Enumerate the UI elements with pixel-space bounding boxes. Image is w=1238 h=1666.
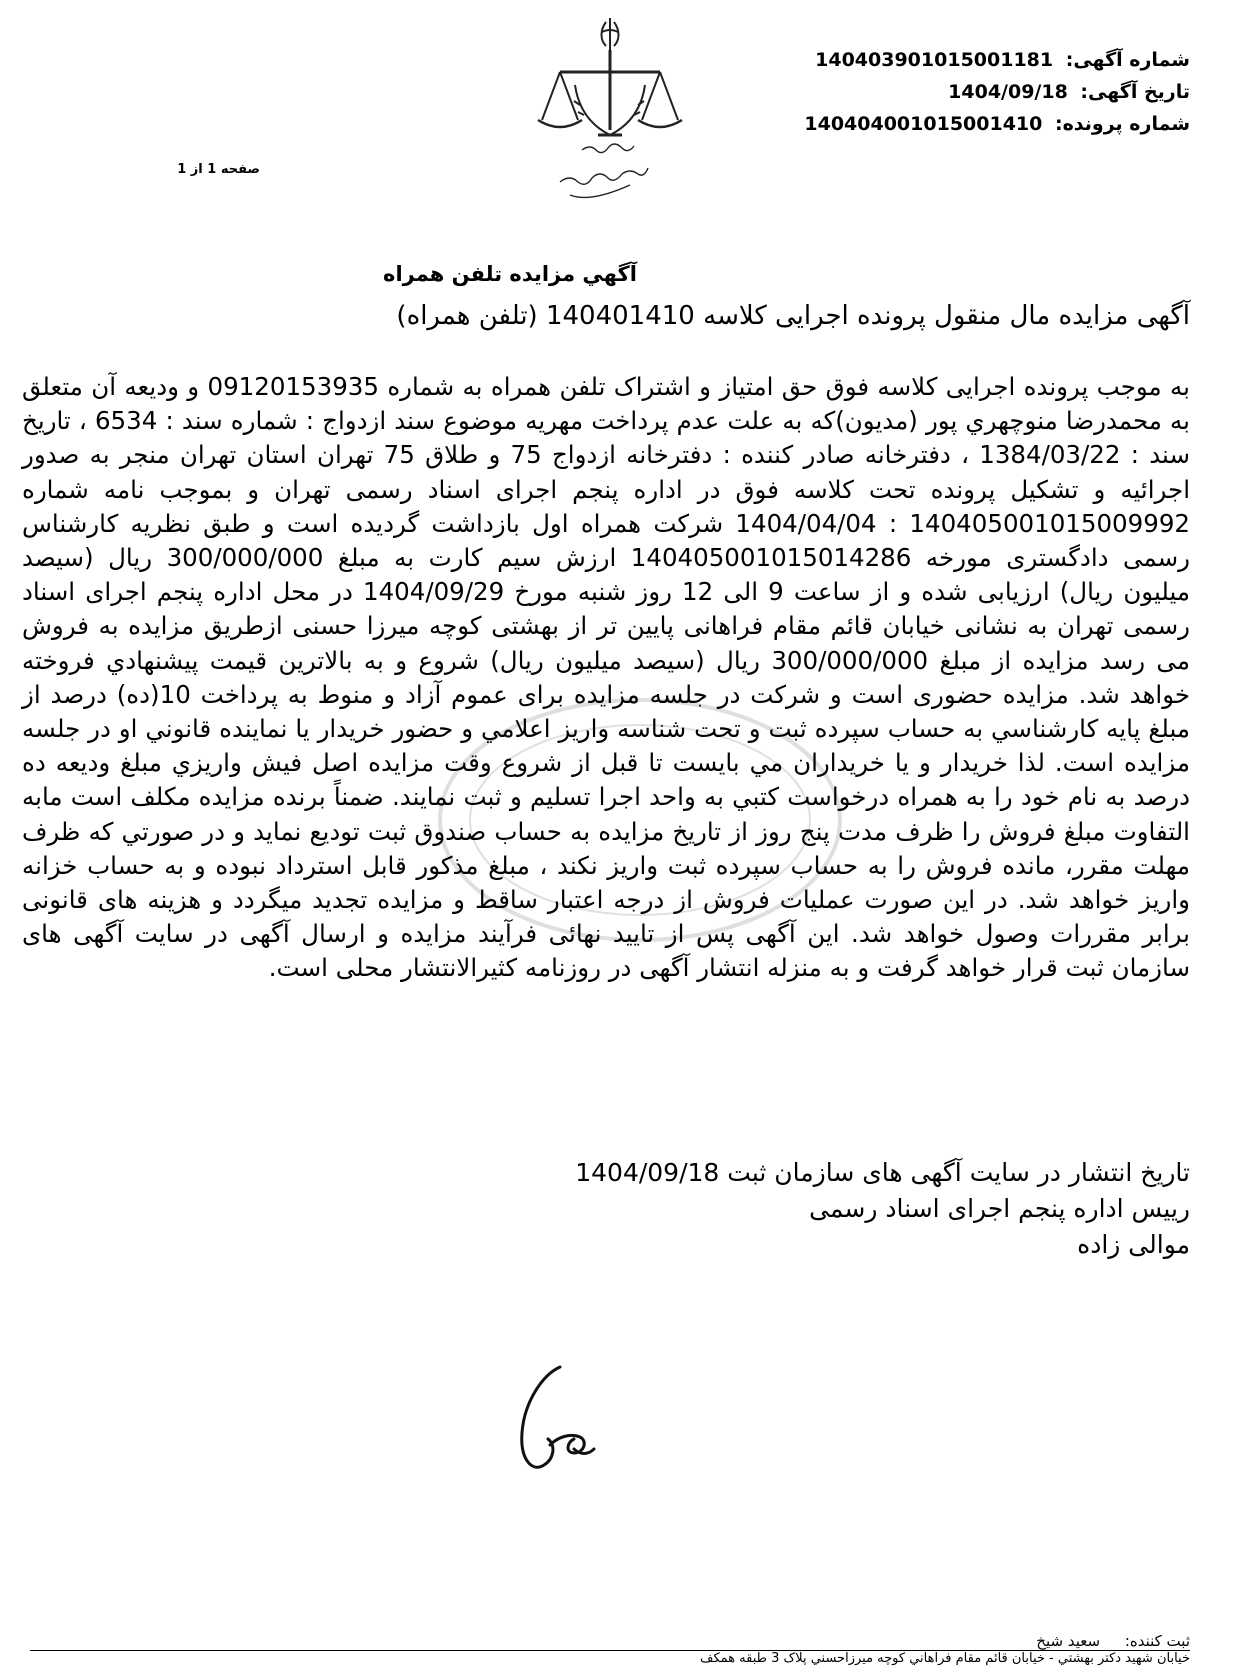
- signer-title: رییس اداره پنجم اجرای اسناد رسمی: [809, 1194, 1190, 1223]
- case-number-value: 140404001015001410: [804, 113, 1043, 135]
- ad-date-value: 1404/09/18: [948, 81, 1068, 103]
- judiciary-emblem-icon: [520, 10, 700, 210]
- ad-number-label: شماره آگهی:: [1065, 49, 1190, 71]
- registrar-name: سعید شیخ: [1036, 1632, 1101, 1650]
- ad-number-row: [720, 44, 1190, 76]
- notice-subtitle: آگهی مزایده مال منقول پرونده اجرایی کلاسه 140401410 (تلفن همراه): [396, 301, 1190, 331]
- signature-icon: [462, 1325, 622, 1490]
- signer-name: موالی زاده: [1077, 1230, 1190, 1259]
- ad-date-row: [720, 76, 1190, 108]
- ad-number-value: 140403901015001181: [815, 49, 1054, 71]
- ad-date-label: تاریخ آگهی:: [1080, 81, 1190, 103]
- case-number-row: [720, 108, 1190, 140]
- publication-block: [300, 1155, 1190, 1263]
- notice-title: آگهي مزايده تلفن همراه: [383, 262, 637, 286]
- registrar-row: [700, 1632, 1190, 1650]
- office-address: خیابان شهید دکتر بهشتي - خیابان قائم مقام فراهاني کوچه میرزاحسني پلاک 3 طبقه همکف: [700, 1651, 1190, 1666]
- notice-body: به موجب پرونده اجرایی کلاسه فوق حق امتیاز و اشتراک تلفن همراه به شماره 09120153935 و ودیعه آن متعلق به محمدرضا منوچهري پور (مدیون)که به علت عدم پرداخت مهریه موضوع سند ازدواج : شماره سند : 6534 ، تاریخ سند : 1384/03/22 ، دفترخانه صادر کننده : دفترخانه ازدواج 75 و طلاق 75 تهران استان تهران منجر به صدور اجرائیه و تشکیل پرونده تحت کلاسه فوق در اداره پنجم اجرای اسناد رسمی تهران و بموجب نامه شماره 140405001015009992 : 1404/04/04 شرکت همراه اول بازداشت گردیده است و طبق نظریه کارشناس رسمی دادگستری مورخه 140405001015014286 ارزش سیم کارت به مبلغ 300/000/000 ریال (سیصد میلیون ریال) ارزیابی شده و از ساعت 9 الی 12 روز شنبه مورخ 1404/09/29 در محل اداره پنجم اجرای اسناد رسمی تهران به نشانی خیابان قائم مقام فراهانی پایین تر از بهشتی کوچه میرزا حسنی ازطریق مزایده به فروش می رسد مزایده از مبلغ 300/000/000 ریال (سیصد میلیون ریال) شروع و به بالاترین قیمت پیشنهادي فروخته خواهد شد. مزایده حضوری است و شرکت در جلسه مزایده برای عموم آزاد و منوط به پرداخت 10(ده) درصد از مبلغ پایه کارشناسي به حساب سپرده ثبت و تحت شناسه واریز اعلامي و حضور خریدار یا نماینده قانوني او در جلسه مزایده است. لذا خریدار و یا خریداران مي بایست تا قبل از شروع وقت مزایده اصل فیش واریزي مبلغ ودیعه ده درصد به نام خود را به همراه درخواست کتبي به واحد اجرا تسلیم و ثبت نمایند. ضمناً برنده مزایده مکلف است مابه التفاوت مبلغ فروش را ظرف مدت پنج روز از تاریخ مزایده به حساب صندوق ثبت تودیع نماید و در صورتي که ظرف مهلت مقرر، مانده فروش را به حساب سپرده ثبت واریز نکند ، مبلغ مذکور قابل استرداد نبوده و به حساب خزانه واریز خواهد شد. در این صورت عملیات فروش از درجه اعتبار ساقط و مزایده تجدید میگردد و هزینه های قانونی برابر مقررات وصول خواهد شد. این آگهی پس از تایید نهائی فرآیند مزایده و ارسال آگهی در سایت آگهی های سازمان ثبت قرار خواهد گرفت و به منزله انتشار آگهی در روزنامه کثیرالانتشار محلی است.: [22, 372, 1191, 983]
- page-indicator: صفحه 1 از 1: [177, 162, 260, 177]
- registrar-label: ثبت کننده:: [1124, 1632, 1190, 1650]
- notice-header: [720, 44, 1190, 140]
- publish-date-line: تاریخ انتشار در سایت آگهی های سازمان ثبت 1404/09/18: [575, 1158, 1190, 1187]
- case-number-label: شماره پرونده:: [1054, 113, 1190, 135]
